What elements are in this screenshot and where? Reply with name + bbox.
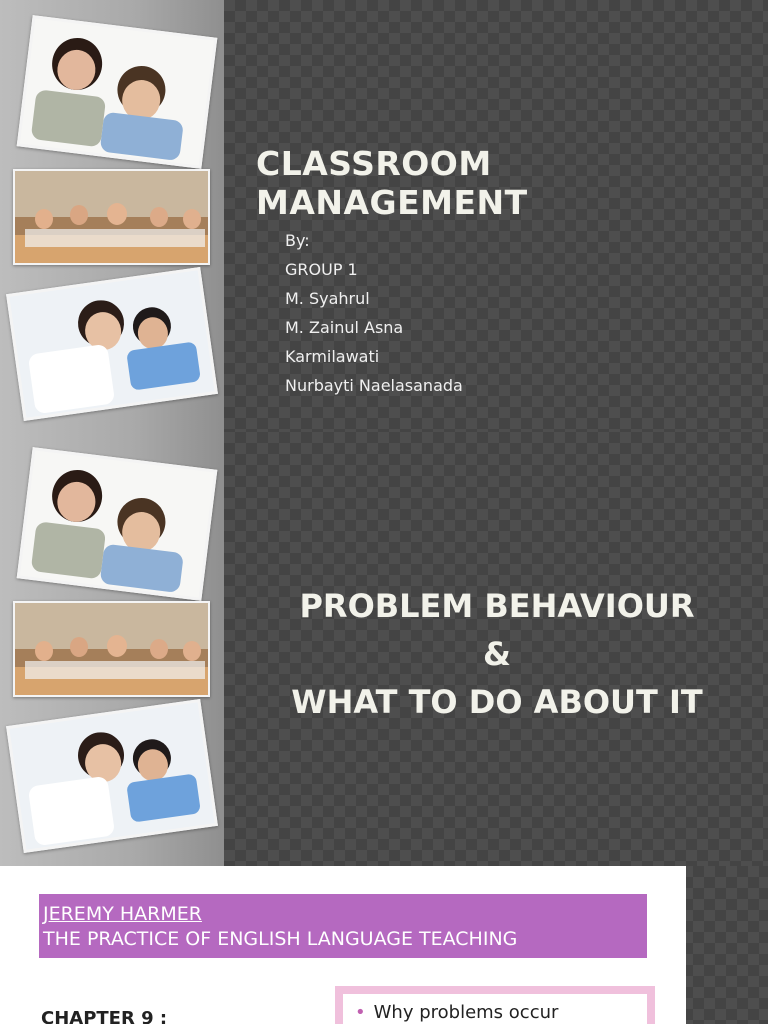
classroom-raised-hands-photo [13, 601, 210, 697]
teacher-helping-student-photo [6, 699, 218, 853]
classroom-raised-hands-photo [13, 169, 210, 265]
topics-list [343, 994, 647, 1024]
photo-strip [0, 432, 224, 866]
author-line: By: [285, 231, 310, 250]
author-line: M. Zainul Asna [285, 318, 404, 337]
slide-title: CLASSROOM MANAGEMENT [256, 144, 528, 222]
chapter-label: CHAPTER 9 : [41, 1008, 168, 1024]
topics-box [335, 986, 655, 1024]
author-line: Nurbayti Naelasanada [285, 376, 463, 395]
book-reference-box [39, 894, 647, 958]
author-list [285, 226, 585, 400]
slide-1 [0, 0, 768, 432]
teacher-student-photo [17, 447, 218, 601]
author-line: M. Syahrul [285, 289, 370, 308]
title-line: & [483, 635, 511, 673]
author-line: Karmilawati [285, 347, 380, 366]
author-name: JEREMY HARMER [43, 903, 202, 925]
content-panel [0, 866, 686, 1024]
bullet-icon: • [355, 1002, 366, 1023]
author-line: GROUP 1 [285, 260, 358, 279]
title-line: PROBLEM BEHAVIOUR [299, 587, 695, 625]
teacher-helping-student-photo [6, 267, 218, 421]
topic-item: Why problems occur [373, 1002, 559, 1023]
book-title: THE PRACTICE OF ENGLISH LANGUAGE TEACHING [43, 928, 518, 950]
slide-title [232, 582, 762, 726]
teacher-student-photo [17, 15, 218, 169]
photo-strip [0, 0, 224, 432]
title-line: WHAT TO DO ABOUT IT [291, 683, 703, 721]
slide-3 [0, 866, 768, 1024]
slide-2 [0, 432, 768, 866]
